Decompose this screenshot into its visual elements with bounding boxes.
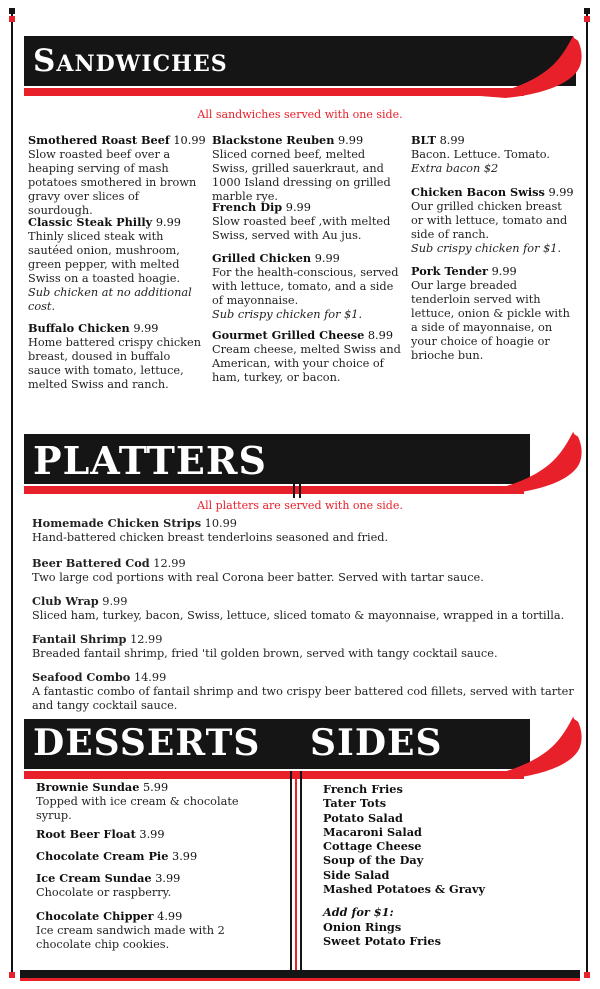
dessert-item: [36, 780, 256, 823]
menu-item: [28, 133, 206, 218]
item-desc: A fantastic combo of fantail shrimp and two crispy beer battered cod fillets, served with tarter and tangy cocktail sauce.: [32, 685, 574, 712]
item-price: 10.99: [204, 517, 237, 530]
item-desc: Cream cheese, melted Swiss and American, with your choice of ham, turkey, or bacon.: [212, 343, 401, 384]
frame-right-line: [586, 12, 588, 977]
desserts-sides-red-strip: [24, 771, 524, 779]
corner-square-tl: [9, 8, 15, 14]
item-price: 9.99: [491, 265, 517, 278]
item-desc: Our large breaded tenderloin served with lettuce, onion & pickle with a side of mayonnaise, on your choice of hoagie or brioche bun.: [411, 279, 570, 362]
sides-title: SIDES: [310, 722, 443, 764]
item-price: 9.99: [285, 201, 311, 214]
dessert-item: [36, 871, 256, 900]
item-desc: Chocolate or raspberry.: [36, 886, 172, 899]
item-price: 9.99: [314, 252, 340, 265]
corner-square-bl: [9, 972, 15, 978]
item-extra: Sub crispy chicken for $1.: [212, 308, 363, 321]
item-name: Chocolate Cream Pie: [36, 849, 169, 863]
item-price: 9.99: [548, 186, 574, 199]
dessert-item: [36, 849, 256, 864]
item-price: 3.99: [139, 828, 165, 841]
side-item: Potato Salad: [323, 810, 403, 825]
menu-item: [411, 185, 575, 256]
corner-square-tr-red: [584, 16, 590, 22]
bottom-black-bar: [20, 970, 580, 978]
item-price: 9.99: [133, 322, 159, 335]
item-price: 10.99: [173, 134, 206, 147]
item-price: 9.99: [338, 134, 364, 147]
item-desc: Topped with ice cream & chocolate syrup.: [36, 795, 239, 822]
item-price: 5.99: [142, 781, 169, 794]
platter-item: [32, 670, 577, 713]
column-divider-line-red: [295, 771, 297, 970]
item-name: Ice Cream Sundae: [36, 871, 152, 885]
item-name: Chicken Bacon Swiss: [411, 185, 545, 199]
dessert-item: [36, 909, 256, 952]
platter-item: [32, 594, 577, 623]
side-item: French Fries: [323, 782, 403, 796]
side-item: Macaroni Salad: [323, 824, 422, 839]
item-name: Beer Battered Cod: [32, 556, 150, 570]
fox-tail-icon: [476, 709, 586, 781]
item-desc: Thinly sliced steak with sautéed onion, mushroom, green pepper, with melted Swiss on a toasted hoagie.: [28, 230, 181, 285]
item-name: Seafood Combo: [32, 670, 131, 684]
side-item: Tater Tots: [323, 796, 387, 811]
dessert-item: [36, 827, 256, 842]
menu-item: [212, 328, 404, 385]
platter-item: [32, 556, 577, 585]
corner-square-br: [584, 972, 590, 978]
sandwiches-title: Sandwiches: [33, 43, 228, 79]
menu-item: [411, 133, 575, 176]
fox-tail-icon: [476, 424, 586, 496]
add-for-label: Add for $1:: [323, 905, 394, 920]
item-extra: Sub chicken at no additional cost.: [28, 286, 192, 313]
item-desc: Our grilled chicken breast or with lettuce, tomato and side of ranch.: [411, 200, 568, 241]
item-desc: Breaded fantail shrimp, fried 'til golden brown, served with tangy cocktail sauce.: [32, 647, 498, 660]
item-name: Blackstone Reuben: [212, 133, 335, 147]
item-price: 8.99: [439, 134, 465, 147]
side-item: Cottage Cheese: [323, 839, 422, 854]
platters-title: PLATTERS: [33, 438, 267, 483]
item-name: Chocolate Chipper: [36, 909, 154, 923]
platters-divider-mark: [299, 484, 301, 498]
menu-item: [411, 264, 575, 363]
item-price: 8.99: [367, 329, 394, 342]
item-desc: Sliced ham, turkey, bacon, Swiss, lettuce, sliced tomato & mayonnaise, wrapped in a tortilla.: [32, 609, 565, 622]
platters-note: All platters are served with one side.: [197, 499, 403, 512]
item-price: 3.99: [155, 872, 181, 885]
item-price: 12.99: [130, 633, 163, 646]
column-divider-line: [300, 771, 302, 970]
item-extra: Sub crispy chicken for $1.: [411, 242, 562, 255]
platter-item: [32, 516, 577, 545]
item-desc: Hand-battered chicken breast tenderloins seasoned and fried.: [32, 531, 389, 544]
side-add-item: Sweet Potato Fries: [323, 933, 441, 948]
sandwiches-banner-red-strip: [24, 88, 524, 96]
item-desc: Two large cod portions with real Corona beer batter. Served with tartar sauce.: [32, 571, 484, 584]
item-desc: For the health-conscious, served with lettuce, tomato, and a side of mayonnaise.: [212, 266, 399, 307]
menu-item: [212, 251, 404, 322]
item-desc: Ice cream sandwich made with 2 chocolate chip cookies.: [36, 924, 225, 951]
item-name: Fantail Shrimp: [32, 632, 127, 646]
item-price: 3.99: [172, 850, 198, 863]
item-extra: Extra bacon $2: [411, 162, 499, 175]
item-name: Smothered Roast Beef: [28, 133, 170, 147]
platters-divider-mark: [293, 484, 295, 498]
platter-item: [32, 632, 577, 661]
item-price: 14.99: [133, 671, 167, 684]
menu-item: [212, 133, 404, 204]
item-price: 9.99: [155, 216, 181, 229]
frame-left-line: [11, 12, 13, 977]
item-name: Club Wrap: [32, 594, 99, 608]
item-desc: Home battered crispy chicken breast, doused in buffalo sauce with tomato, lettuce, melted Swiss and ranch.: [28, 336, 201, 391]
side-item: Soup of the Day: [323, 853, 424, 868]
item-price: 4.99: [157, 910, 183, 923]
fox-tail-icon: [476, 28, 586, 100]
item-name: Classic Steak Philly: [28, 215, 153, 229]
item-name: Gourmet Grilled Cheese: [212, 328, 365, 342]
item-price: 12.99: [153, 557, 186, 570]
item-name: Grilled Chicken: [212, 251, 312, 265]
platters-banner-red-strip: [24, 486, 524, 494]
desserts-title: DESSERTS: [33, 722, 261, 764]
item-desc: Slow roasted beef over a heaping serving of mash potatoes smothered in brown gravy over slices of sourdough.: [28, 148, 197, 217]
bottom-red-bar: [20, 978, 580, 981]
menu-item: [28, 321, 206, 392]
menu-item: [28, 215, 206, 314]
side-item: Side Salad: [323, 867, 390, 882]
item-name: Pork Tender: [411, 264, 488, 278]
item-desc: Bacon. Lettuce. Tomato.: [411, 148, 550, 161]
item-name: Buffalo Chicken: [28, 321, 130, 335]
sandwiches-note: All sandwiches served with one side.: [197, 108, 403, 121]
item-price: 9.99: [102, 595, 128, 608]
menu-item: [212, 200, 404, 243]
item-desc: Sliced corned beef, melted Swiss, grilled sauerkraut, and 1000 Island dressing on grilled marble rye.: [212, 148, 391, 203]
column-divider-line: [290, 771, 292, 970]
item-name: BLT: [411, 133, 436, 147]
corner-square-tl-red: [9, 16, 15, 22]
item-desc: Slow roasted beef ,with melted Swiss, served with Au jus.: [212, 215, 391, 242]
item-name: French Dip: [212, 200, 283, 214]
side-add-item: Onion Rings: [323, 919, 402, 934]
side-item: Mashed Potatoes & Gravy: [323, 882, 486, 897]
corner-square-tr: [584, 8, 590, 14]
item-name: Brownie Sundae: [36, 780, 140, 794]
sides-list: [323, 782, 485, 948]
item-name: Root Beer Float: [36, 827, 136, 841]
item-name: Homemade Chicken Strips: [32, 516, 202, 530]
